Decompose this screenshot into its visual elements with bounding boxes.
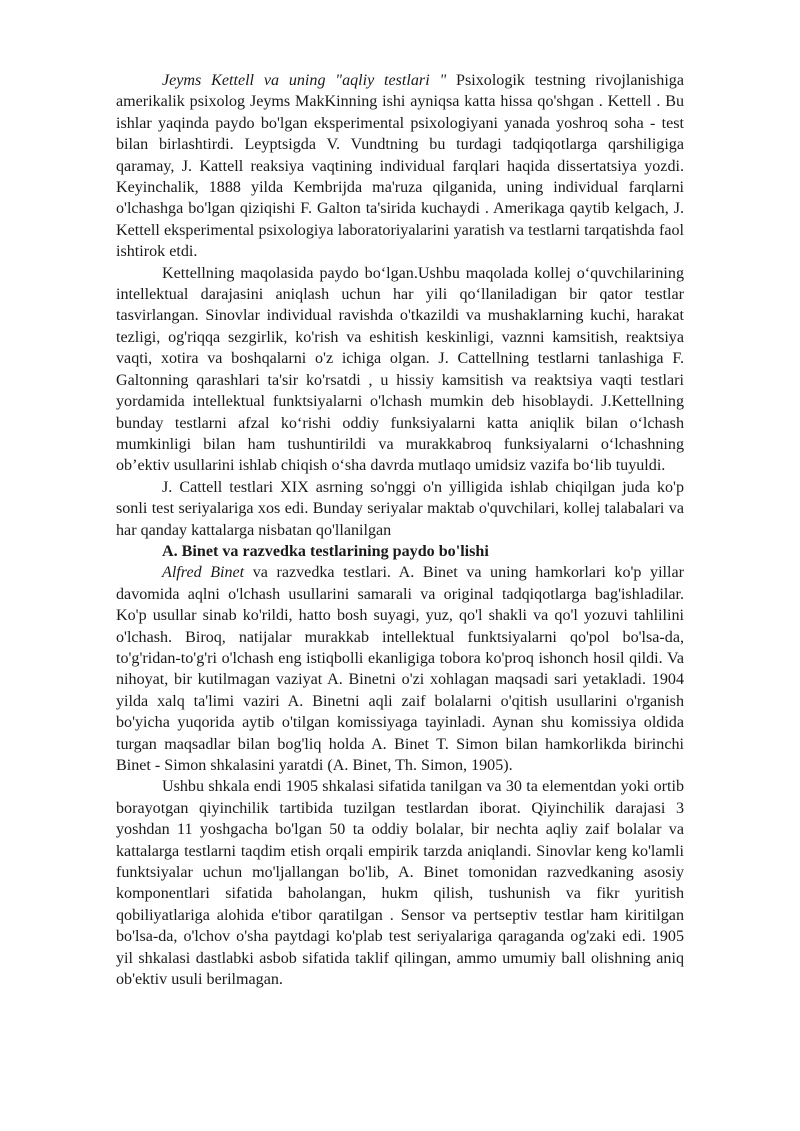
italic-lead-binet: Alfred Binet	[162, 564, 245, 582]
paragraph-cattell-article: Kettellning maqolasida paydo bo‘lgan.Ushbu maqolada kollej o‘quvchilarining intellektual darajasini aniqlash uchun har yili qo‘llaniladigan bir qator testlar tasvirlangan. Sinovlar individual ravishda o'tkazildi va mushaklarning kuchi, harakat tezligi, og'riqqa sezgirlik, ko'rish va eshitish keskinligi, vaznni kamsitish, reaktsiya vaqti, xotira va boshqalarni o'z ichiga olgan. J. Cattellning testlarni tanlashiga F. Galtonning qarashlari ta'sir ko'rsatdi , u hissiy kamsitish va reaktsiya vaqti testlari yordamida intellektual funktsiyalarni o'lchash mumkin deb hisoblaydi. J.Kettellning bunday testlarni afzal ko‘rishi oddiy funksiyalarni katta aniqlik bilan o‘lchash mumkinligi bilan ham tushuntirildi va murakkabroq funksiyalarni o‘lchashning ob’ektiv usullarini ishlab chiqish o‘sha davrda mutlaqo umidsiz vazifa bo‘lib tuyuldi.	[116, 264, 684, 475]
italic-lead-cattell: Jeyms Kettell va uning "aqliy testlari "	[162, 72, 447, 89]
paragraph-binet-intro	[116, 562, 684, 776]
section-heading-binet: A. Binet va razvedka testlarining paydo bo'lishi	[162, 542, 489, 560]
paragraph-binet-scale-1905: Ushbu shkala endi 1905 shkalasi sifatida tanilgan va 30 ta elementdan yoki ortib borayotgan qiyinchilik tartibida tuzilgan testlardan iborat. Qiyinchilik darajasi 3 yoshdan 11 yoshgacha bo'lgan 50 ta oddiy bolalar, bir nechta aqliy zaif bolalar va kattalarga testlarni taqdim etish orqali empirik tarzda aniqlandi. Sinovlar keng ko'lamli funktsiyalar uchun mo'ljallangan bo'lib, A. Binet tomonidan razvedkaning asosiy komponentlari sifatida baholangan, hukm qilish, tushunish va fikr yuritish qobiliyatlariga alohida e'tibor qaratilgan . Sensor va pertseptiv testlar ham kiritilgan bo'lsa-da, o'lchov o'sha paytdagi ko'plab test seriyalariga qaraganda og'zaki edi. 1905 yil shkalasi dastlabki asbob sifatida taklif qilingan, ammo umumiy ball olishning aniq ob'ektiv usuli berilmagan.	[116, 778, 684, 989]
paragraph-cattell-series: J. Cattell testlari XIX asrning so'nggi o'n yilligida ishlab chiqilgan juda ko'p sonli test seriyalariga xos edi. Bunday seriyalar maktab o'quvchilari, kollej talabalari va har qanday kattalarga nisbatan qo'llanilgan	[116, 478, 684, 539]
paragraph-body: Psixologik testning rivojlanishiga amerikalik psixolog Jeyms MakKinning ishi ayniqsa katta hissa qo'shgan . Kettell . Bu ishlar yaqinda paydo bo'lgan eksperimental psixologiyani yanada yoshroq soha - test bilan birlashtirdi. Leyptsigda V. Vundtning bu turdagi tadqiqotlarga qarshiligiga qaramay, J. Kattell reaksiya vaqtining individual farqlari haqida dissertatsiya yozdi. Keyinchalik, 1888 yilda Kembrijda ma'ruza qilganida, uning individual farqlarni o'lchashga bo'lgan qiziqishi F. Galton ta'sirida kuchaydi . Amerikaga qaytib kelgach, J. Kettell eksperimental psixologiya laboratoriyalarini yaratish va testlarni tarqatishda faol ishtirok etdi.	[116, 72, 684, 261]
document-page	[116, 70, 684, 990]
paragraph-cattell-intro	[116, 70, 684, 263]
paragraph-body: va razvedka testlari. A. Binet va uning hamkorlari ko'p yillar davomida aqlni o'lchash usullarini samarali va original tadqiqotlarga bag'ishladilar. Ko'p usullar sinab ko'rildi, hatto bosh suyagi, yuz, qo'l shakli va qo'l yozuvi tahlilini o'lchash. Biroq, natijalar murakkab intellektual funktsiyalarni qo'pol bo'lsa-da, to'g'ridan-to'g'ri o'lchash eng istiqbolli ekanligiga tobora ko'proq ishonch hosil qildi. Va nihoyat, bir kutilmagan vaziyat A. Binetni o'zi xohlagan maqsadi sari yetakladi. 1904 yilda xalq ta'limi vaziri A. Binetni aqli zaif bolalarni o'qitish usullarini o'rganish bo'yicha yuqorida aytib o'tilgan komissiyaga tayinladi. Aynan shu komissiya oldida turgan maqsadlar bilan bog'liq holda A. Binet T. Simon bilan hamkorlikda birinchi Binet - Simon shkalasini yaratdi (A. Binet, Th. Simon, 1905).	[116, 564, 684, 774]
